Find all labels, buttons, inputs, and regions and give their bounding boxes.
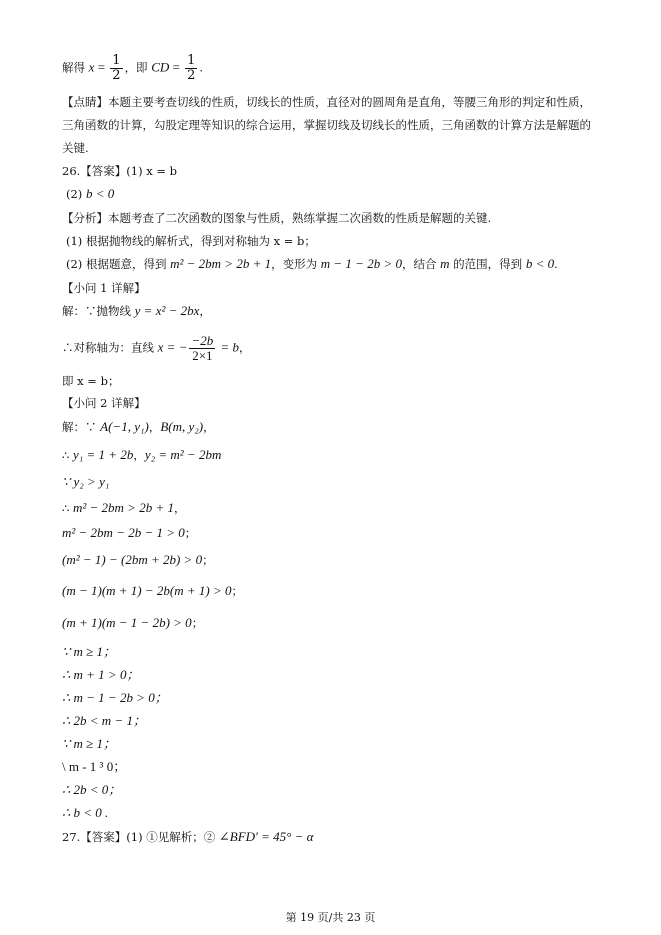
answer-26-part1: 26.【答案】(1) x = b	[62, 164, 178, 178]
math: = b	[217, 339, 240, 355]
solution-line	[62, 552, 214, 568]
solve-line	[62, 54, 203, 83]
solution-line	[62, 419, 215, 435]
axis-line	[62, 334, 251, 363]
math: m² − 2bm − 2b − 1 > 0	[62, 525, 185, 540]
text: ∴对称轴为：直线	[62, 340, 158, 355]
fraction	[110, 54, 122, 83]
solution-line-garbled: \ m - 1 ³ 0；	[62, 759, 127, 774]
text: ，即	[124, 60, 152, 75]
text: 27.【答案】(1) ①见解析；②	[62, 830, 219, 844]
math: B(m, y₂)	[160, 419, 204, 434]
analysis-step-1: (1) 根据抛物线的解析式，得到对称轴为 x = b；	[66, 234, 316, 248]
math: m² − 2bm > 2b + 1	[72, 500, 174, 515]
math: (m² − 1) − (2bm + 2b) > 0	[62, 552, 203, 567]
denominator: 2	[187, 68, 196, 83]
solution-line: ∴ m + 1 > 0；	[62, 667, 140, 682]
analysis-line: 【分析】本题考查了二次函数的图象与性质，熟练掌握二次函数的性质是解题的关键.	[62, 211, 492, 225]
math: y₁ = 1 + 2b	[72, 447, 134, 462]
math: b < 0	[525, 256, 555, 271]
solution-line	[62, 500, 185, 516]
text: ，	[148, 420, 161, 434]
solution-line: ∵ m ≥ 1；	[62, 736, 117, 751]
text: ，	[199, 304, 211, 318]
math: (m + 1)(m − 1 − 2b) > 0	[62, 615, 192, 630]
page-footer: 第 19 页/共 23 页	[285, 911, 376, 924]
text: ，	[239, 340, 251, 355]
math: CD	[151, 59, 170, 75]
solution-line	[62, 525, 196, 541]
comment-line-2: 三角函数的计算，勾股定理等知识的综合运用，掌握切线及切线长的性质，三角函数的计算方法是解题的	[62, 118, 591, 132]
text: ；	[202, 553, 214, 567]
numerator: 1	[112, 53, 121, 68]
text: ；	[184, 526, 197, 540]
answer-26-part2	[66, 186, 114, 202]
math: =	[94, 59, 109, 75]
solution-line: ∴ b < 0 .	[62, 805, 109, 820]
text: 解得	[62, 60, 89, 75]
math: y₂ = m² − 2bm	[144, 447, 222, 462]
solution-line	[62, 447, 221, 463]
solution-line	[62, 615, 203, 631]
math: b < 0	[85, 186, 115, 201]
solution-line: 即 x = b；	[62, 374, 120, 388]
math: A(−1, y₁)	[100, 419, 149, 434]
fraction	[185, 54, 197, 83]
section-heading-q2: 【小问 2 详解】	[62, 396, 146, 410]
math: =	[169, 59, 184, 75]
text: ，	[203, 420, 215, 434]
comment-line-1: 【点睛】本题主要考查切线的性质，切线长的性质，直径对的圆周角是直角，等腰三角形的判定和性质，	[62, 95, 591, 109]
text: ；	[191, 616, 204, 630]
math: ∠BFD′ = 45° − α	[218, 829, 314, 844]
solution-line: ∵ m ≥ 1；	[62, 644, 117, 659]
denominator: 2	[112, 68, 121, 83]
math: m² − 2bm > 2b + 1	[170, 256, 272, 271]
solution-line: ∴ 2b < m − 1；	[62, 713, 146, 728]
denominator: 2×1	[192, 348, 213, 363]
math: m − 1 − 2b > 0	[320, 256, 402, 271]
analysis-step-2	[66, 256, 558, 272]
solution-line: ∴ 2b < 0；	[62, 782, 122, 797]
numerator: 1	[187, 53, 196, 68]
math: (m − 1)(m + 1) − 2b(m + 1) > 0	[62, 583, 232, 598]
text: ∴	[62, 448, 73, 462]
math: x	[88, 59, 95, 75]
numerator: −2b	[191, 333, 214, 348]
comment-line-3: 关键.	[62, 141, 89, 155]
text: (2)	[66, 187, 86, 201]
section-heading-q1: 【小问 1 详解】	[62, 281, 146, 295]
text: ；	[231, 584, 244, 598]
text: (2) 根据题意，得到	[66, 257, 171, 271]
text: 解：∵抛物线	[62, 304, 135, 318]
text: .	[199, 60, 204, 75]
solution-line	[62, 303, 211, 319]
text: ∴	[62, 501, 73, 515]
solution-line: ∵ y₂ > y₁	[62, 474, 110, 489]
math: m	[440, 256, 450, 271]
solution-line: ∴ m − 1 − 2b > 0；	[62, 690, 168, 705]
text: 的范围，得到	[449, 257, 526, 271]
math: x = −	[157, 339, 188, 355]
answer-27	[62, 829, 313, 845]
text: ，	[133, 448, 145, 462]
math: y = x² − 2bx	[134, 303, 200, 318]
text: ，结合	[401, 257, 441, 271]
text: 解：∵	[62, 420, 101, 434]
fraction	[189, 334, 215, 363]
text: ，变形为	[271, 257, 321, 271]
solution-line	[62, 583, 243, 599]
text: .	[554, 257, 558, 271]
text: ，	[173, 501, 186, 515]
